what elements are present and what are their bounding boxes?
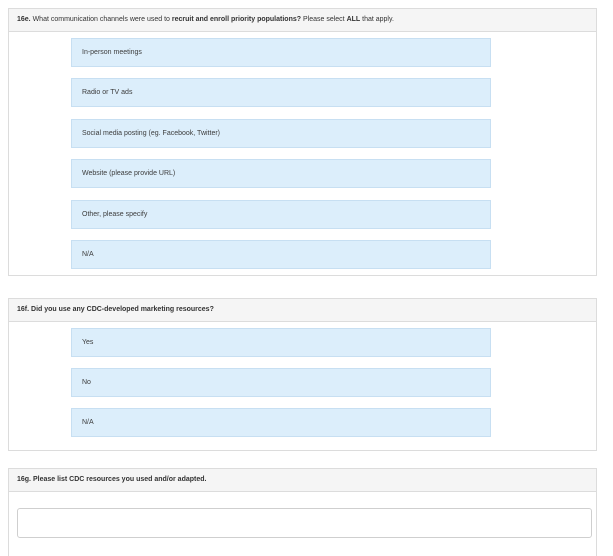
question-16f-text: Did you use any CDC-developed marketing resources? [31, 306, 214, 313]
question-16g-text: Please list CDC resources you used and/or adapted. [32, 476, 207, 483]
question-16e-instruction: Please select [302, 16, 345, 23]
option-website[interactable]: Website (please provide URL) [71, 159, 491, 188]
option-no[interactable]: No [71, 368, 491, 397]
question-16e-instruction-end: that apply. [362, 16, 394, 23]
question-16e-instruction-all: ALL [346, 16, 361, 23]
question-16g-panel [8, 468, 597, 556]
option-na[interactable]: N/A [71, 240, 491, 269]
question-16f-header [9, 299, 596, 322]
question-16e-header [9, 9, 596, 32]
question-16f-number: 16f. [17, 306, 30, 313]
option-radio-tv-ads[interactable]: Radio or TV ads [71, 78, 491, 107]
option-social-media-posting[interactable]: Social media posting (eg. Facebook, Twitter) [71, 119, 491, 148]
question-16e-number: 16e. [17, 16, 31, 23]
question-16e-text-bold: recruit and enroll priority populations? [171, 16, 302, 23]
question-16g-number: 16g. [17, 476, 32, 483]
question-16g-header [9, 469, 596, 492]
option-other-specify[interactable]: Other, please specify [71, 200, 491, 229]
option-yes[interactable]: Yes [71, 328, 491, 357]
cdc-resources-input[interactable] [17, 508, 592, 538]
option-in-person-meetings[interactable]: In-person meetings [71, 38, 491, 67]
option-na[interactable]: N/A [71, 408, 491, 437]
question-16e-text-plain: What communication channels were used to [32, 16, 170, 23]
question-16f-panel [8, 298, 597, 451]
question-16e-panel [8, 8, 597, 276]
